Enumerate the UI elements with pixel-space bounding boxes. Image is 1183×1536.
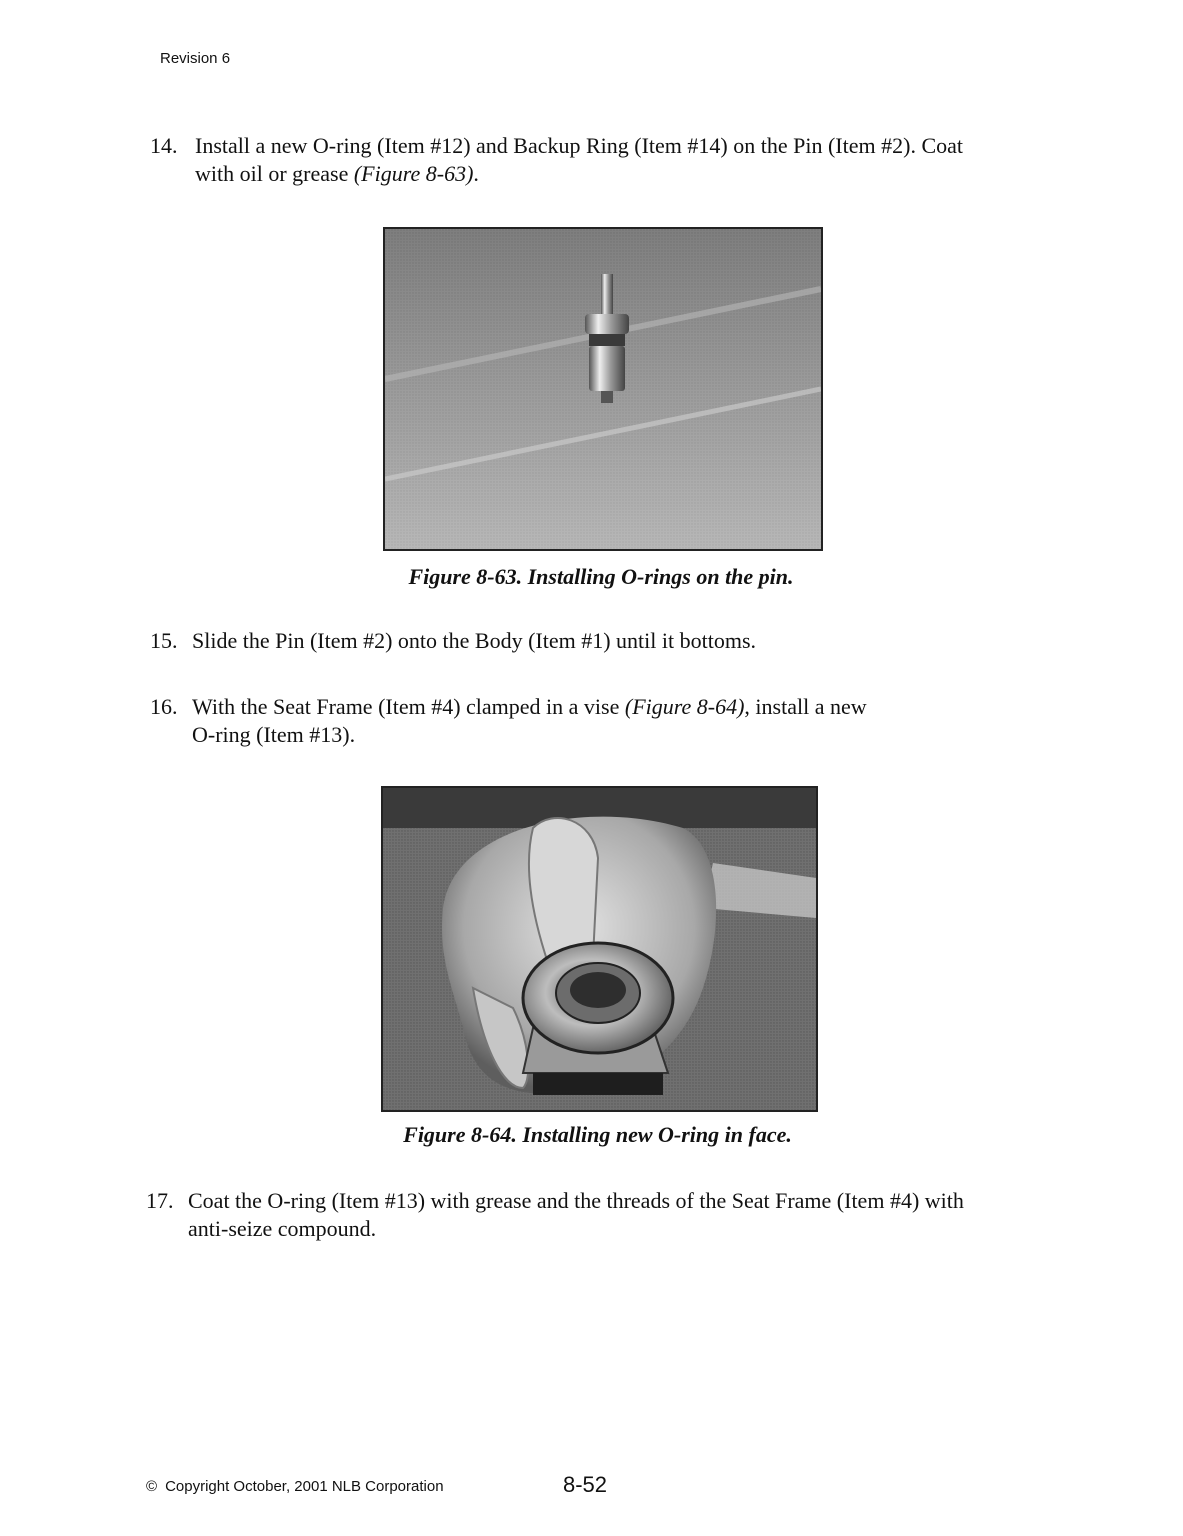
step-text-end: . bbox=[473, 161, 479, 186]
step-text: Slide the Pin (Item #2) onto the Body (Item #1) until it bottoms. bbox=[192, 628, 757, 653]
step-text-line2: O-ring (Item #13). bbox=[192, 722, 356, 747]
revision-label: Revision 6 bbox=[160, 50, 231, 67]
step-text bbox=[192, 693, 867, 749]
step-text-line2: with oil or grease bbox=[195, 161, 354, 186]
copyright-icon: © bbox=[146, 1478, 158, 1495]
figure-8-64-photo bbox=[381, 786, 818, 1112]
step-15 bbox=[150, 627, 1070, 657]
pin-photo-image bbox=[385, 229, 821, 549]
step-17 bbox=[146, 1187, 1066, 1247]
step-number: 15. bbox=[150, 628, 178, 653]
step-text-line1b: , install a new bbox=[744, 694, 867, 719]
step-number: 16. bbox=[150, 694, 178, 719]
figure-reference[interactable]: (Figure 8-63) bbox=[353, 161, 474, 186]
step-text-line2: anti-seize compound. bbox=[188, 1216, 377, 1241]
step-text-line1: Coat the O-ring (Item #13) with grease and the threads of the Seat Frame (Item #4) with bbox=[188, 1188, 964, 1213]
step-text bbox=[188, 1187, 964, 1243]
copyright-notice bbox=[146, 1478, 444, 1495]
page-number: 8-52 bbox=[563, 1472, 608, 1497]
step-number: 17. bbox=[146, 1188, 174, 1213]
figure-reference[interactable]: (Figure 8-64) bbox=[624, 694, 745, 719]
figure-8-63-caption: Figure 8-63. Installing O-rings on the pin. bbox=[408, 564, 794, 589]
step-text-line1: Install a new O-ring (Item #12) and Backup Ring (Item #14) on the Pin (Item #2). Coat bbox=[195, 133, 963, 158]
hand-oring-photo-image bbox=[383, 788, 816, 1110]
figure-8-63-photo bbox=[383, 227, 823, 551]
figure-8-64-caption: Figure 8-64. Installing new O-ring in face. bbox=[403, 1122, 792, 1147]
step-number: 14. bbox=[150, 133, 178, 158]
step-14 bbox=[150, 132, 1070, 192]
step-16 bbox=[150, 693, 1070, 753]
step-text-line1a: With the Seat Frame (Item #4) clamped in a vise bbox=[192, 694, 625, 719]
step-text bbox=[195, 132, 963, 188]
copyright-text: Copyright October, 2001 NLB Corporation bbox=[165, 1478, 444, 1495]
